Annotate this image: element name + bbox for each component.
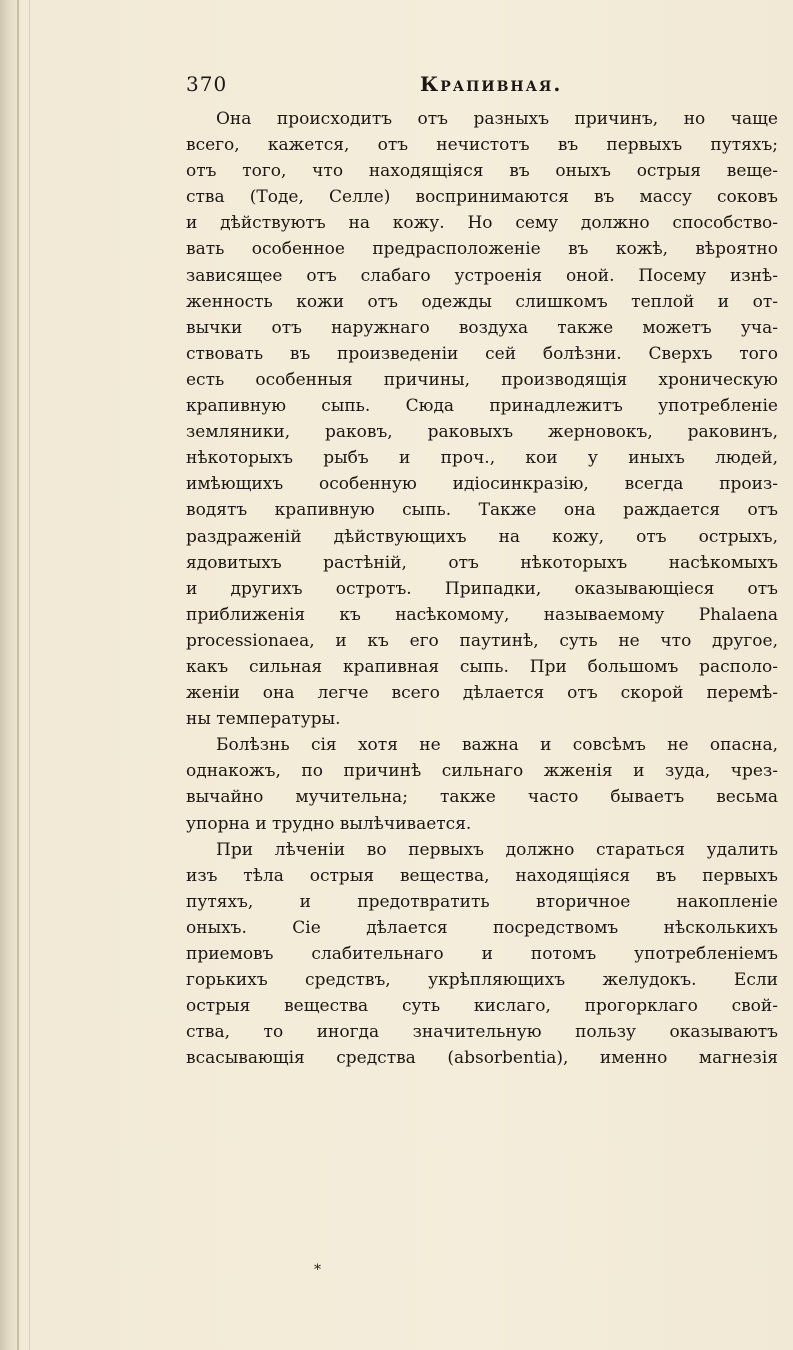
- text-line: вычайно мучительна; также часто бываетъ весьма: [186, 787, 778, 808]
- text-line: processionaea, и къ его паутинѣ, суть не что другое,: [186, 630, 778, 651]
- text-line: нѣкоторыхъ рыбъ и проч., кои у иныхъ людей,: [186, 448, 778, 469]
- signature-mark: *: [314, 1262, 321, 1278]
- text-line: женіи она легче всего дѣлается отъ скорой перемѣ-: [186, 683, 778, 704]
- body-text: [186, 106, 778, 1071]
- text-line: водятъ крапивную сыпь. Также она раждается отъ: [186, 500, 778, 521]
- text-line: земляники, раковъ, раковыхъ жерновокъ, раковинъ,: [186, 422, 778, 443]
- running-title: Крапивная.: [420, 72, 563, 96]
- text-line: При лѣченіи во первыхъ должно стараться удалить: [216, 839, 778, 860]
- text-line: ства (Тоде, Селле) воспринимаются въ массу соковъ: [186, 187, 778, 208]
- text-line: вычки отъ наружнаго воздуха также можетъ уча-: [186, 317, 778, 338]
- page-header: [186, 72, 778, 102]
- text-line: всасывающія средства (absorbentia), именно магнезія: [186, 1048, 778, 1069]
- text-line: раздраженій дѣйствующихъ на кожу, отъ острыхъ,: [186, 526, 778, 547]
- text-line: всего, кажется, отъ нечистотъ въ первыхъ путяхъ;: [186, 135, 778, 156]
- text-line: отъ того, что находящіяся въ оныхъ острыя веще-: [186, 161, 778, 182]
- text-line: ствовать въ произведеніи сей болѣзни. Сверхъ того: [186, 343, 778, 364]
- text-line: и другихъ остротъ. Припадки, оказывающіеся отъ: [186, 578, 778, 599]
- text-line: какъ сильная крапивная сыпь. При большомъ располо-: [186, 656, 778, 677]
- text-line: крапивную сыпь. Сюда принадлежитъ употребленіе: [186, 396, 778, 417]
- text-line: женность кожи отъ одежды слишкомъ теплой и от-: [186, 291, 778, 312]
- text-line: Болѣзнь сія хотя не важна и совсѣмъ не опасна,: [216, 735, 778, 756]
- text-line: изъ тѣла острыя вещества, находящіяся въ первыхъ: [186, 865, 778, 886]
- binding-edge-inner: [29, 0, 30, 1350]
- text-line: острыя вещества суть кислаго, прогорклаго свой-: [186, 996, 778, 1017]
- binding-edge: [17, 0, 19, 1350]
- text-line: упорна и трудно вылѣчивается.: [186, 813, 472, 834]
- text-line: горькихъ средствъ, укрѣпляющихъ желудокъ. Если: [186, 970, 778, 991]
- text-line: ядовитыхъ растѣній, отъ нѣкоторыхъ насѣкомыхъ: [186, 552, 778, 573]
- text-line: вать особенное предрасположеніе въ кожѣ, вѣроятно: [186, 239, 778, 260]
- text-line: и дѣйствуютъ на кожу. Но сему должно способство-: [186, 213, 778, 234]
- text-line: ства, то иногда значительную пользу оказываютъ: [186, 1022, 778, 1043]
- text-line: Она происходитъ отъ разныхъ причинъ, но чаще: [216, 109, 778, 129]
- text-line: приближенія къ насѣкомому, называемому Phalaena: [186, 604, 778, 625]
- text-line: есть особенныя причины, производящія хроническую: [186, 369, 778, 390]
- text-line: имѣющихъ особенную идіосинкразію, всегда произ-: [186, 474, 778, 495]
- text-line: оныхъ. Сіе дѣлается посредствомъ нѣсколькихъ: [186, 917, 778, 938]
- page-number: 370: [186, 72, 228, 96]
- text-line: приемовъ слабительнаго и потомъ употребленіемъ: [186, 944, 778, 964]
- text-line: путяхъ, и предотвратить вторичное накопленіе: [186, 891, 778, 912]
- text-line: ны температуры.: [186, 709, 341, 730]
- text-line: зависящее отъ слабаго устроенія оной. Посему изнѣ-: [186, 265, 778, 286]
- text-line: однакожъ, по причинѣ сильнаго жженія и зуда, чрез-: [186, 761, 778, 782]
